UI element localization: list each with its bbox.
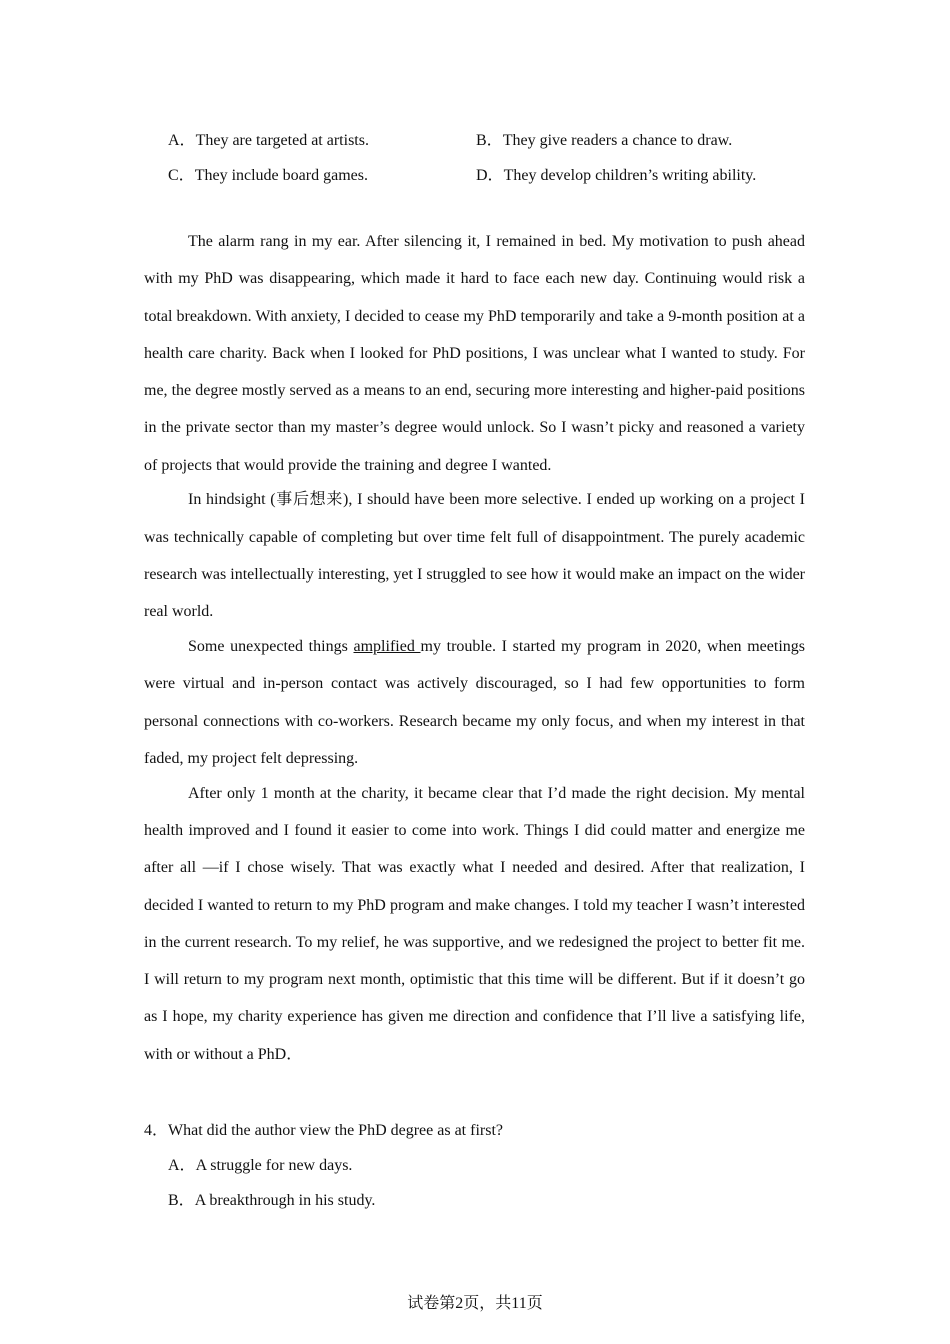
question-4-stem: 4．What did the author view the PhD degree as at first? <box>144 1122 504 1139</box>
option-a: A．They are targeted at artists. <box>168 132 369 149</box>
paragraph-3: Some unexpected things amplified my trouble. I started my program in 2020, when meetings were virtual and in-person contact was actively discouraged, so I had few opportunities to form personal connections with co-workers. Research became my only focus, and when my interest in that faded, my project felt depressing. <box>144 638 806 767</box>
question-4-option-a: A．A struggle for new days. <box>168 1157 353 1174</box>
reading-passage <box>144 223 805 1073</box>
paragraph-4: After only 1 month at the charity, it became clear that I’d made the right decision. My mental health improved and I found it easier to come into work. Things I did could matter and energize me after all —if I chose wisely. That was exactly what I needed and desired. After that realization, I decided I wanted to return to my PhD program and make changes. I told my teacher I wasn’t interested in the current research. To my relief, he was supportive, and we redesigned the project to better fit me. I will return to my program next month, optimistic that this time will be different. But if it doesn’t go as I hope, my charity experience has given me direction and confidence that I’ll live a satisfying life, with or without a PhD． <box>144 784 805 1063</box>
paragraph-1: The alarm rang in my ear. After silencing it, I remained in bed. My motivation to push ahead with my PhD was disappearing, which made it hard to face each new day. Continuing would risk a total breakdown. With anxiety, I decided to cease my PhD temporarily and take a 9-month position at a health care charity. Back when I looked for PhD positions, I was unclear what I wanted to study. For me, the degree mostly served as a means to an end, securing more interesting and higher-paid positions in the private sector than my master’s degree would unlock. So I wasn’t picky and reasoned a variety of projects that would provide the training and degree I wanted. <box>144 233 805 474</box>
underlined-word: amplified <box>353 638 421 656</box>
option-row-2 <box>0 162 950 186</box>
page-footer: 试卷第2页，共11页 <box>407 1295 543 1312</box>
option-c: C．They include board games. <box>168 167 368 184</box>
option-d: D．They develop children’s writing ability. <box>476 167 757 184</box>
option-b: B．They give readers a chance to draw. <box>476 132 733 149</box>
option-row-1 <box>0 127 950 151</box>
paragraph-2: In hindsight (事后想来), I should have been more selective. I ended up working on a project I was technically capable of completing but over time felt full of disappointment. The purely academic research was intellectually interesting, yet I struggled to see how it would make an impact on the wider real world. <box>144 491 805 621</box>
question-4-option-b: B．A breakthrough in his study. <box>168 1192 376 1209</box>
